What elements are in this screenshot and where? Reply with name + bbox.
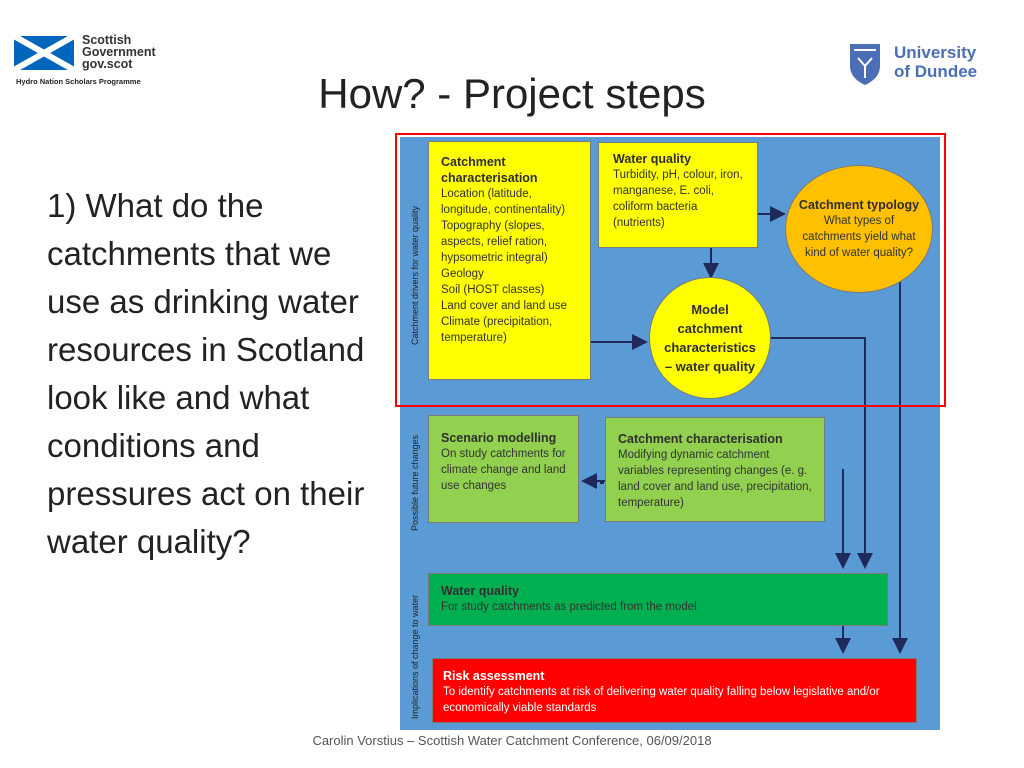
scenario-text: On study catchments for climate change and land use changes (441, 448, 566, 492)
model-text: Model catchment characteristics – water quality (664, 302, 756, 374)
catchment-char-item: Geology (441, 268, 484, 280)
risk-text: To identify catchments at risk of delivering water quality falling below legislative and/or economically viable standards (443, 686, 880, 714)
saltire-flag-icon (14, 36, 74, 70)
catchment-char-item: Land cover and land use (441, 300, 567, 312)
highlight-frame (395, 133, 946, 407)
catchment-char2-text: Modifying dynamic catchment variables representing changes (e. g. land cover and land use, precipitation, temperature) (618, 449, 812, 509)
label-catchment-drivers: Catchment drivers for water quality (410, 205, 420, 345)
catchment-char-item: Climate (precipitation, temperature) (441, 316, 553, 344)
gov-logo-line1: Scottish (82, 33, 132, 47)
scenario-modelling-box (428, 415, 579, 523)
water-quality-bottom-title: Water quality (441, 584, 520, 598)
water-quality-top-title: Water quality (613, 152, 692, 166)
catchment-char2-title: Catchment characterisation (618, 432, 783, 446)
uni-line1: University (894, 43, 977, 62)
catchment-char-item: Location (latitude, longitude, continentality) (441, 188, 566, 216)
catchment-char-title: Catchment characterisation (441, 155, 538, 185)
water-quality-top-text: Turbidity, pH, colour, iron, manganese, E. coli, coliform bacteria (nutrients) (613, 169, 743, 229)
catchment-characterisation-box-2 (605, 417, 825, 522)
catchment-char-item: Topography (slopes, aspects, relief ration, hypsometric integral) (441, 220, 548, 264)
gov-logo-line2: Government (82, 45, 156, 59)
scenario-title: Scenario modelling (441, 431, 557, 445)
catchment-char-item: Soil (HOST classes) (441, 284, 545, 296)
water-quality-bottom-text: For study catchments as predicted from the model (441, 601, 697, 613)
risk-assessment-box (432, 658, 917, 723)
label-implications: Implications of change to water (410, 594, 420, 719)
gov-logo-line3: gov.scot (82, 57, 133, 71)
programme-name: Hydro Nation Scholars Programme (16, 77, 141, 86)
research-question: 1) What do the catchments that we use as drinking water resources in Scotland look like and what conditions and pressures act on their water quality? (47, 187, 365, 560)
typology-title: Catchment typology (798, 198, 920, 212)
water-quality-box-bottom (428, 573, 888, 626)
typology-text: What types of catchments yield what kind of water quality? (802, 215, 916, 259)
risk-title: Risk assessment (443, 669, 545, 683)
slide-title: How? - Project steps (318, 70, 706, 117)
gov-logo-text (82, 34, 156, 70)
uni-line2: of Dundee (894, 62, 978, 81)
slide-footer: Carolin Vorstius – Scottish Water Catchment Conference, 06/09/2018 (312, 733, 712, 748)
label-future-changes: Possible future changes (410, 434, 420, 531)
